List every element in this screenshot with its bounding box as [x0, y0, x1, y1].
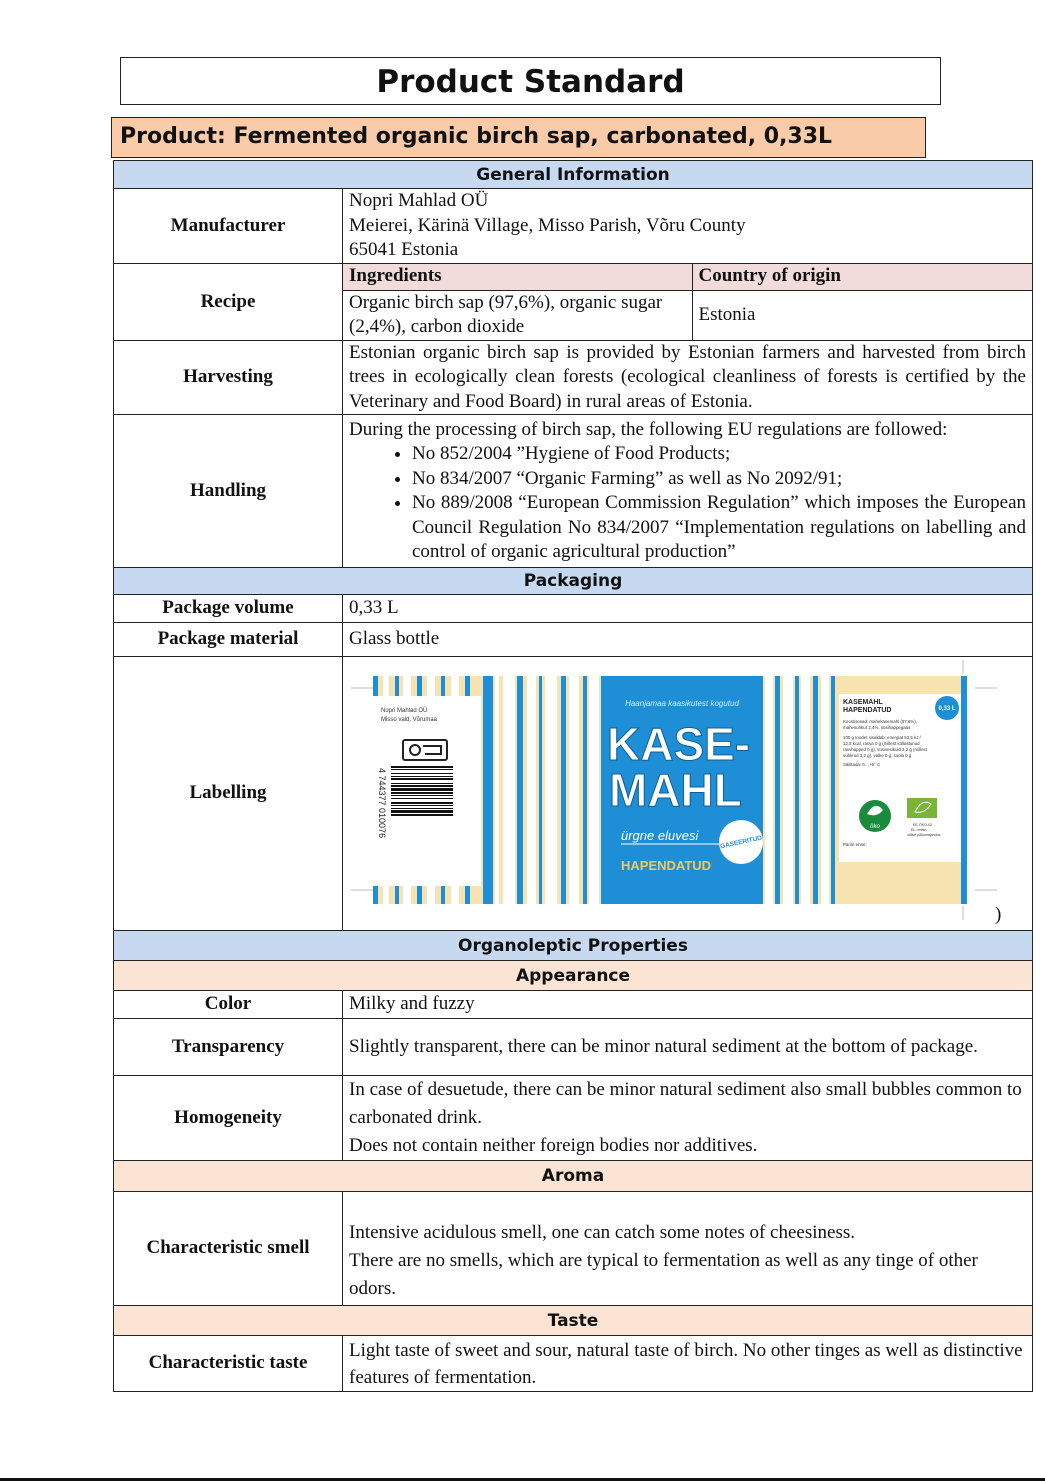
harvesting-value: Estonian organic birch sap is provided by Estonian farmers and harvested from birch trees in ecologically clean forests (ecological cleanliness of forests is certified by the Veterinary and Food Board) in rural areas of Estonia. [343, 340, 1033, 415]
origin-header: Country of origin [692, 264, 1032, 290]
taste-label: Characteristic taste [114, 1336, 343, 1392]
barcode [391, 766, 453, 816]
color-row [114, 991, 1033, 1019]
page-title: Product Standard [120, 57, 941, 105]
smell-row [114, 1192, 1033, 1306]
label-ingredients-line: Koostisosad: mahekasemahl (97,6%), [843, 718, 917, 724]
taste-row [114, 1336, 1033, 1392]
recipe-row [114, 264, 1033, 341]
label-eu-code: EL-i mitte- [911, 827, 928, 832]
manufacturer-value [343, 189, 1033, 264]
package-volume-row [114, 595, 1033, 623]
ingredients-value: Organic birch sap (97,6%), organic sugar (2,4%), carbon dioxide [343, 290, 692, 340]
label-ingredients-line: mahesuhkur 2,4%, süsihappegaas [843, 724, 911, 730]
standard-table [113, 160, 1033, 1392]
manufacturer-line: Nopri Mahlad OÜ [349, 190, 489, 212]
transparency-row [114, 1019, 1033, 1076]
stray-mark: ) [995, 903, 1002, 925]
package-material-value: Glass bottle [343, 623, 1033, 657]
list-item: • No 852/2004 ”Hygiene of Food Products; [412, 442, 1026, 467]
section-general: General Information [114, 161, 1033, 189]
label-subtitle: ürgne eluvesi [621, 827, 699, 843]
list-item: • No 889/2008 “European Commission Regulation” which imposes the European Council Regulation No 834/2007 “Implementation regulations on labelling and control of organic agricultural production” [412, 491, 1026, 565]
recipe-table [343, 264, 1032, 340]
label-eu-code: välise põllumajandus [907, 832, 941, 837]
label-best-before: Parim enne: [843, 841, 867, 847]
manufacturer-row [114, 189, 1033, 264]
recipe-label: Recipe [114, 264, 343, 341]
ingredients-header: Ingredients [343, 264, 692, 290]
label-maker: Nopri Mahlad OÜ [381, 707, 428, 714]
harvesting-row [114, 340, 1033, 415]
section-packaging: Packaging [114, 568, 1033, 595]
labelling-row [114, 657, 1033, 931]
package-volume-value: 0,33 L [343, 595, 1033, 623]
label-variant: HAPENDATUD [621, 857, 712, 873]
homogeneity-value [343, 1076, 1033, 1161]
homogeneity-row [114, 1076, 1033, 1161]
section-appearance: Appearance [114, 961, 1033, 991]
label-volume-badge: 0,33 L [938, 705, 956, 712]
smell-line: Intensive acidulous smell, one can catch some notes of cheesiness. [349, 1222, 855, 1243]
smell-label: Characteristic smell [114, 1192, 343, 1306]
homogeneity-line: In case of desuetude, there can be minor natural sediment also small bubbles common to carbonated drink. [349, 1079, 1022, 1128]
manufacturer-label: Manufacturer [114, 189, 343, 264]
label-right-title1: KASEMAHL [843, 698, 883, 706]
label-badge-text: GASEERITUD [719, 834, 763, 850]
label-eco-text: öko [870, 823, 880, 830]
regulations-list [349, 442, 1026, 565]
page-bottom-rule [0, 1478, 1045, 1481]
product-label-image [343, 658, 1031, 930]
transparency-value: Slightly transparent, there can be minor natural sediment at the bottom of package. [343, 1019, 1033, 1076]
section-aroma: Aroma [114, 1161, 1033, 1192]
labelling-label: Labelling [114, 657, 343, 931]
label-nutrition-line: suhkrud 3,2 g), valke 0 g, soola 0 g [843, 752, 912, 758]
origin-value: Estonia [698, 303, 756, 325]
package-material-row [114, 623, 1033, 657]
color-label: Color [114, 991, 343, 1019]
list-item: • No 834/2007 “Organic Farming” as well as No 2092/91; [412, 467, 1026, 492]
section-organoleptic: Organoleptic Properties [114, 931, 1033, 961]
product-name: Product: Fermented organic birch sap, carbonated, 0,33L [111, 117, 926, 158]
transparency-label: Transparency [114, 1019, 343, 1076]
label-tagline: Haanjamaa kaasikutest kogutud [625, 698, 739, 708]
label-eu-code: EE-ÖKO-02 [913, 822, 933, 827]
package-material-label: Package material [114, 623, 343, 657]
label-address: Misso vald, Võrumaa [381, 716, 438, 723]
manufacturer-line: 65041 Estonia [349, 239, 459, 261]
smell-value [343, 1192, 1033, 1306]
label-nutrition-line: 12,8 kcal, rasva 0 g (millest küllastunud [843, 740, 920, 746]
label-storage: Säilitada: 0…+6° C [843, 761, 881, 767]
label-nutrition-line: rasvhapped 0 g), süsivesikuid 3,2 g (millest [843, 746, 927, 752]
label-name-line1: KASE- [607, 717, 751, 770]
handling-value [343, 415, 1033, 568]
harvesting-label: Harvesting [114, 340, 343, 415]
label-name-line2: MAHL [609, 763, 742, 816]
handling-intro: During the processing of birch sap, the following EU regulations are followed: [349, 418, 948, 440]
manufacturer-line: Meierei, Kärinä Village, Misso Parish, Võru County [349, 214, 746, 236]
label-right-title2: HAPENDATUD [843, 706, 892, 714]
eu-organic-leaf-icon [907, 798, 937, 818]
barcode-digits: 4 744377 010076 [377, 767, 387, 838]
homogeneity-label: Homogeneity [114, 1076, 343, 1161]
section-taste: Taste [114, 1306, 1033, 1336]
taste-value: Light taste of sweet and sour, natural taste of birch. No other tinges as well as distinctive features of fermentation. [343, 1336, 1033, 1392]
handling-row [114, 415, 1033, 568]
handling-label: Handling [114, 415, 343, 568]
package-volume-label: Package volume [114, 595, 343, 623]
homogeneity-line: Does not contain neither foreign bodies nor additives. [349, 1135, 758, 1156]
color-value: Milky and fuzzy [343, 991, 1033, 1019]
label-nutrition-line: 100 g toodet sisaldab: energiat 53,5 kJ / [843, 734, 921, 740]
smell-line: There are no smells, which are typical to fermentation as well as any tinge of other odors. [349, 1250, 978, 1299]
